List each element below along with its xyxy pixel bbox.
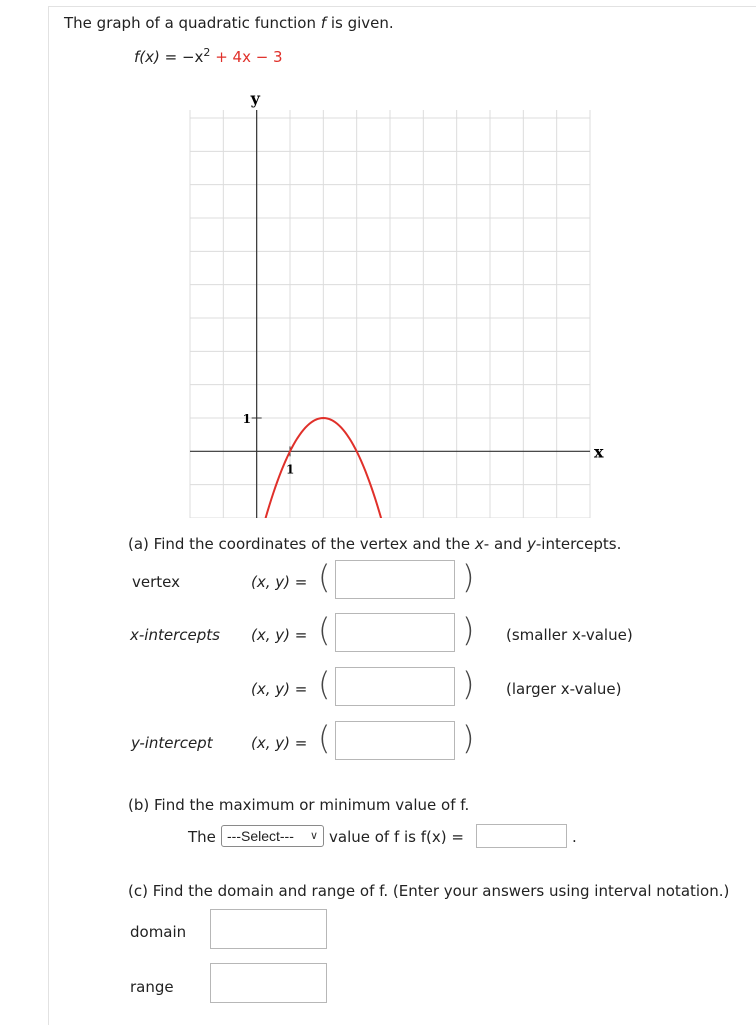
- y-axis-label: y: [250, 89, 260, 108]
- left-paren: (: [318, 665, 331, 703]
- max-min-select[interactable]: [221, 825, 324, 847]
- smaller-x-note: (smaller x-value): [506, 626, 633, 644]
- right-paren: ): [462, 558, 475, 596]
- select-value: ---Select---: [227, 828, 294, 844]
- vertex-input[interactable]: [335, 560, 455, 599]
- function-definition: $f(x) = -x^2 + 4x - 3$: [134, 46, 283, 66]
- x-intercept-smaller-input[interactable]: [335, 613, 455, 652]
- value-text: value of f is f(x) =: [329, 828, 464, 846]
- right-paren: ): [462, 611, 475, 649]
- x-tick-label: 1: [286, 462, 295, 477]
- extreme-value-input[interactable]: [476, 824, 567, 848]
- period: .: [572, 828, 577, 846]
- y-intercept-input[interactable]: [335, 721, 455, 760]
- left-paren: (: [318, 558, 331, 596]
- x-intercept-larger-input[interactable]: [335, 667, 455, 706]
- part-b-prompt: (b) Find the maximum or minimum value of f.: [128, 796, 470, 814]
- right-paren: ): [462, 665, 475, 703]
- y-tick-label: 1: [242, 412, 252, 426]
- range-label: range: [130, 978, 174, 996]
- intro-text: The graph of a quadratic function f is given.: [64, 14, 394, 32]
- larger-x-note: (larger x-value): [506, 680, 622, 698]
- the-text: The: [188, 828, 216, 846]
- grid-lines: [190, 110, 590, 518]
- left-paren: (: [318, 719, 331, 757]
- domain-input[interactable]: [210, 909, 327, 949]
- x-intercept2-xy: (x, y) =: [251, 680, 308, 698]
- left-paren: (: [318, 611, 331, 649]
- chevron-down-icon: ∨: [309, 830, 318, 842]
- x-intercept1-xy: (x, y) =: [251, 626, 308, 644]
- domain-label: domain: [130, 923, 187, 941]
- right-paren: ): [462, 719, 475, 757]
- x-axis-label: x: [594, 442, 604, 462]
- y-intercept-label: y-intercept: [131, 734, 213, 752]
- range-input[interactable]: [210, 963, 327, 1003]
- vertex-xy: (x, y) =: [251, 573, 308, 591]
- vertex-label: vertex: [132, 573, 180, 591]
- part-c-prompt: (c) Find the domain and range of f. (Enter your answers using interval notation.): [128, 882, 730, 900]
- function-graph: [180, 88, 610, 518]
- part-a-prompt: (a) Find the coordinates of the vertex and the x- and y-intercepts.: [128, 535, 622, 553]
- y-intercept-xy: (x, y) =: [251, 734, 308, 752]
- x-intercepts-label: x-intercepts: [130, 626, 220, 644]
